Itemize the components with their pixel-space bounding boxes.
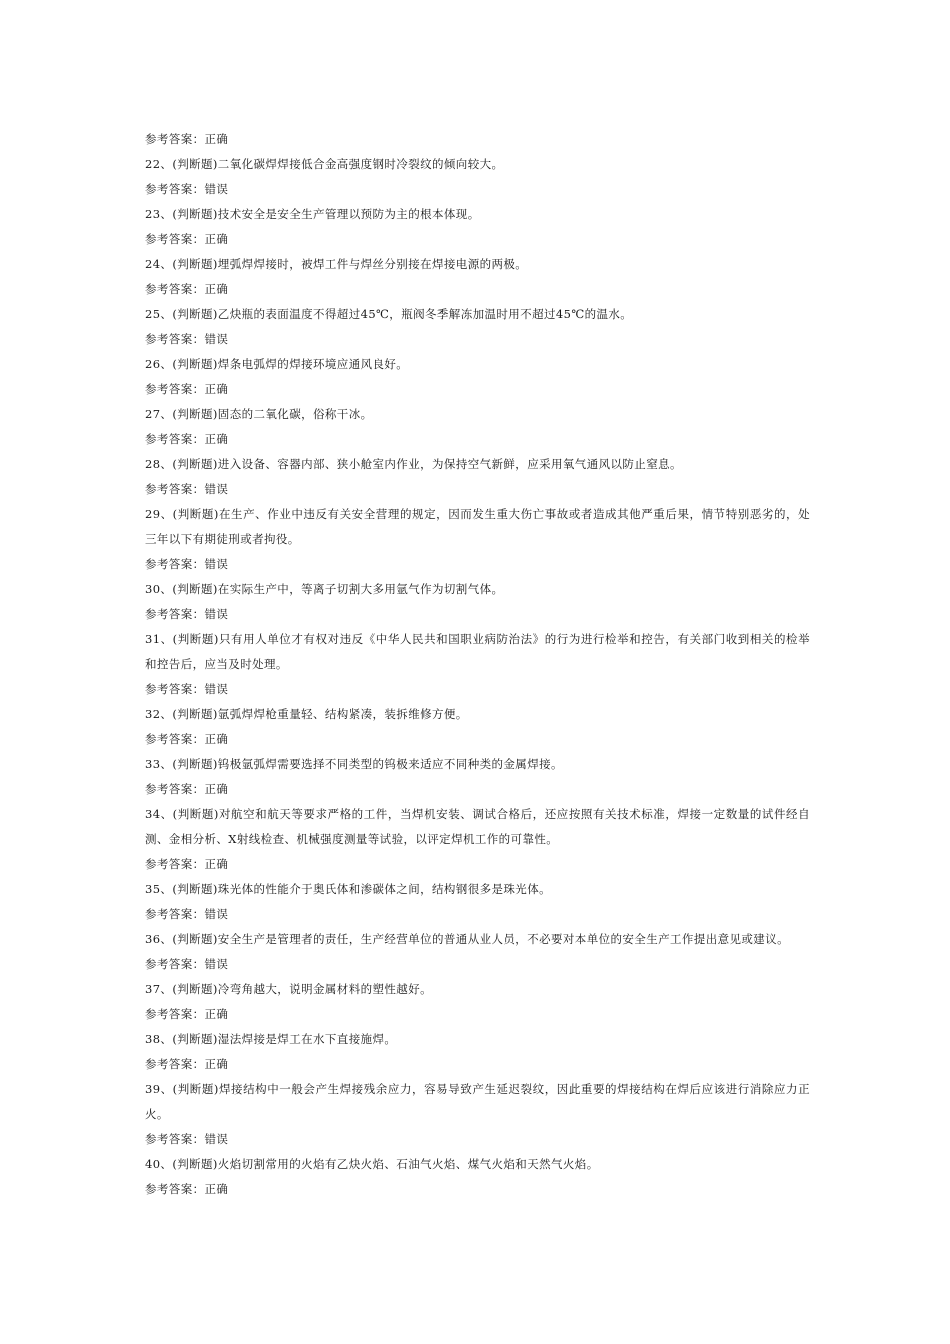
question-text: 27、(判断题)固态的二氧化碳，俗称干冰。 (145, 407, 373, 421)
question-item (145, 977, 810, 1027)
question-item (145, 402, 810, 452)
answer-line: 参考答案：错误 (145, 1132, 229, 1146)
question-text: 39、(判断题)焊接结构中一般会产生焊接残余应力，容易导致产生延迟裂纹，因此重要的焊接结构在焊后应该进行消除应力正火。 (145, 1082, 810, 1121)
answer-line: 参考答案：正确 (145, 132, 229, 146)
answer-line: 参考答案：错误 (145, 482, 229, 496)
question-text: 37、(判断题)冷弯角越大，说明金属材料的塑性越好。 (145, 982, 433, 996)
question-text: 26、(判断题)焊条电弧焊的焊接环境应通风良好。 (145, 357, 409, 371)
answer-line: 参考答案：正确 (145, 382, 229, 396)
question-text: 28、(判断题)进入设备、容器内部、狭小舱室内作业，为保持空气新鲜，应采用氧气通风以防止窒息。 (145, 457, 682, 471)
question-text: 31、(判断题)只有用人单位才有权对违反《中华人民共和国职业病防治法》的行为进行检举和控告，有关部门收到相关的检举和控告后，应当及时处理。 (145, 632, 810, 671)
answer-line: 参考答案：正确 (145, 1182, 229, 1196)
question-item (145, 702, 810, 752)
question-item (145, 1027, 810, 1077)
question-item (145, 202, 810, 252)
question-text: 33、(判断题)钨极氩弧焊需要选择不同类型的钨极来适应不同种类的金属焊接。 (145, 757, 563, 771)
question-item (145, 1077, 810, 1152)
question-text: 22、(判断题)二氧化碳焊焊接低合金高强度钢时冷裂纹的倾向较大。 (145, 157, 504, 171)
question-text: 36、(判断题)安全生产是管理者的责任，生产经营单位的普通从业人员，不必要对本单位的安全生产工作提出意见或建议。 (145, 932, 789, 946)
answer-line: 参考答案：错误 (145, 682, 229, 696)
answer-line: 参考答案：错误 (145, 907, 229, 921)
question-text: 23、(判断题)技术安全是安全生产管理以预防为主的根本体现。 (145, 207, 480, 221)
answer-line: 参考答案：错误 (145, 182, 229, 196)
question-text: 34、(判断题)对航空和航天等要求严格的工件，当焊机安装、调试合格后，还应按照有关技术标准，焊接一定数量的试件经自测、金相分析、X射线检查、机械强度测量等试验，以评定焊机工作的可靠性。 (145, 807, 810, 846)
question-text: 40、(判断题)火焰切割常用的火焰有乙炔火焰、石油气火焰、煤气火焰和天然气火焰。 (145, 1157, 599, 1171)
question-item (145, 502, 810, 577)
question-item (145, 302, 810, 352)
answer-line: 参考答案：错误 (145, 557, 229, 571)
question-text: 32、(判断题)氩弧焊焊枪重量轻、结构紧凑，装拆维修方便。 (145, 707, 468, 721)
answer-line: 参考答案：正确 (145, 1057, 229, 1071)
question-item (145, 877, 810, 927)
question-text: 30、(判断题)在实际生产中，等离子切割大多用氩气作为切割气体。 (145, 582, 504, 596)
question-item (145, 752, 810, 802)
answer-line: 参考答案：正确 (145, 1007, 229, 1021)
answer-line: 参考答案：正确 (145, 857, 229, 871)
question-text: 24、(判断题)埋弧焊焊接时，被焊工件与焊丝分别接在焊接电源的两极。 (145, 257, 528, 271)
question-text: 35、(判断题)珠光体的性能介于奥氏体和渗碳体之间，结构钢很多是珠光体。 (145, 882, 552, 896)
questions-container (145, 152, 810, 1202)
question-item (145, 1152, 810, 1202)
answer-line: 参考答案：错误 (145, 957, 229, 971)
answer-line: 参考答案：正确 (145, 782, 229, 796)
answer-line: 参考答案：错误 (145, 332, 229, 346)
question-list (145, 127, 810, 1202)
question-item (145, 452, 810, 502)
question-item (145, 352, 810, 402)
question-text: 29、(判断题)在生产、作业中违反有关安全营理的规定，因而发生重大伤亡事故或者造成其他严重后果，情节特别恶劣的，处三年以下有期徒刑或者拘役。 (145, 507, 810, 546)
question-item (145, 152, 810, 202)
answer-line: 参考答案：错误 (145, 607, 229, 621)
question-item (145, 627, 810, 702)
answer-line: 参考答案：正确 (145, 732, 229, 746)
answer-line: 参考答案：正确 (145, 432, 229, 446)
question-item (145, 577, 810, 627)
question-item (145, 252, 810, 302)
answer-line: 参考答案：正确 (145, 282, 229, 296)
question-text: 25、(判断题)乙炔瓶的表面温度不得超过45℃，瓶阀冬季解冻加温时用不超过45℃的温水。 (145, 307, 633, 321)
question-item (145, 802, 810, 877)
answer-line: 参考答案：正确 (145, 232, 229, 246)
question-text: 38、(判断题)湿法焊接是焊工在水下直接施焊。 (145, 1032, 397, 1046)
question-item (145, 927, 810, 977)
